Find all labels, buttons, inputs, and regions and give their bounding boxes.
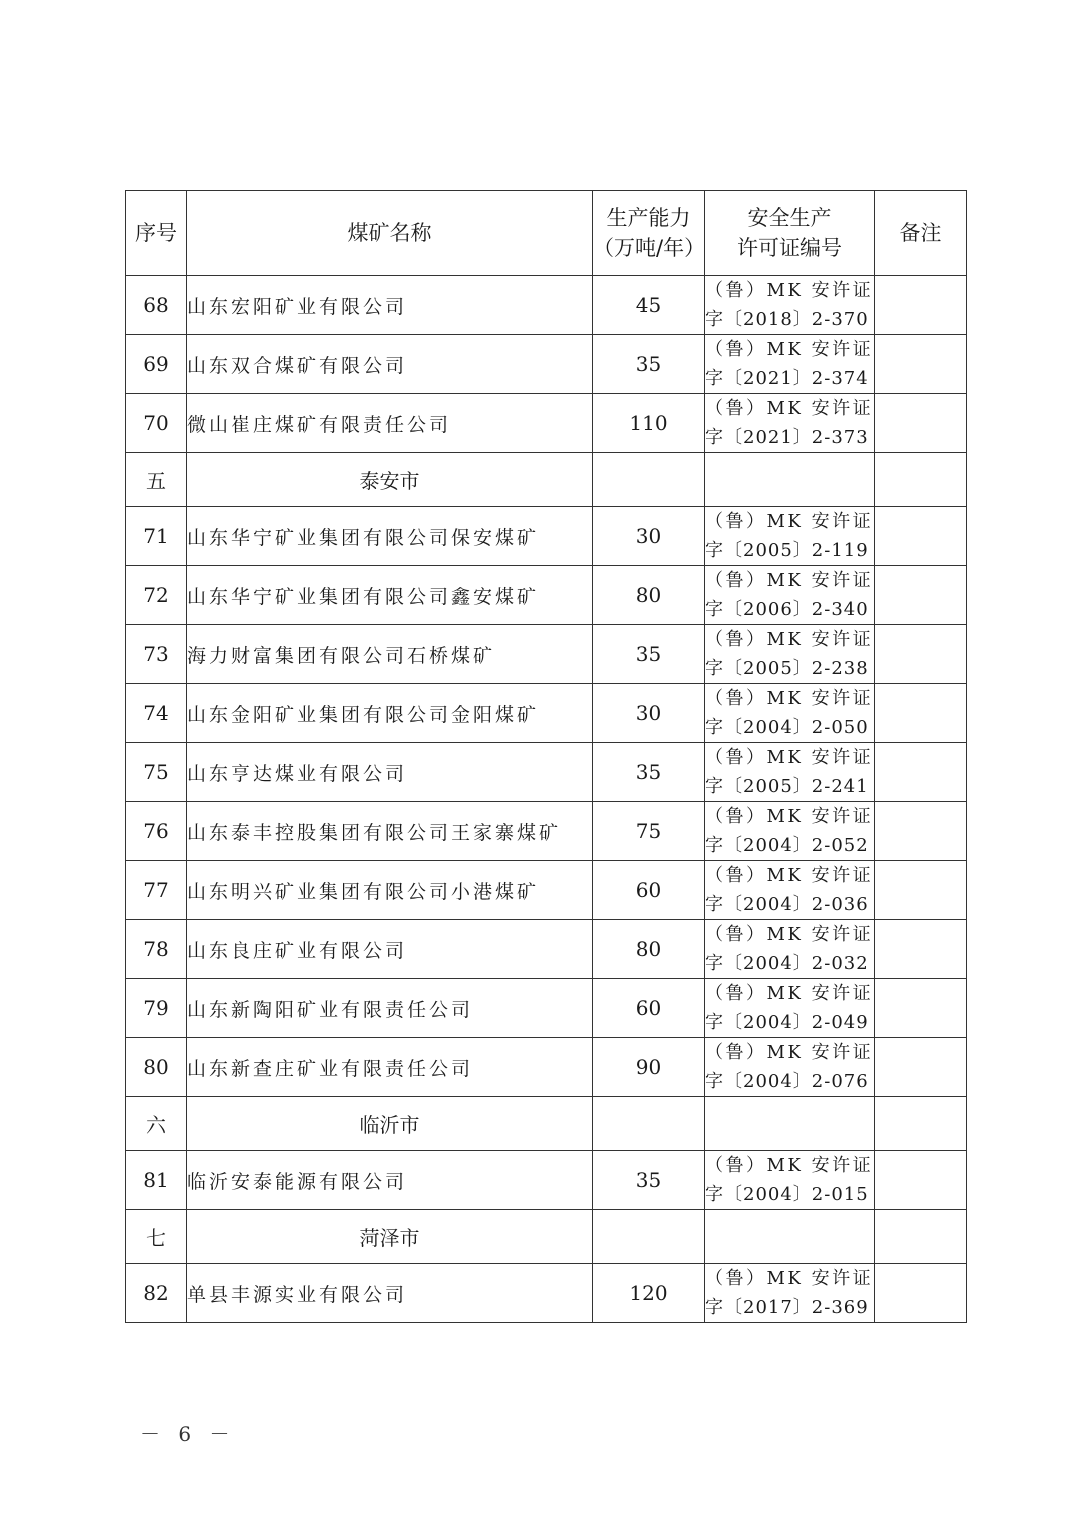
empty-cell bbox=[593, 1097, 705, 1151]
license-line1: （鲁）MK 安许证 bbox=[705, 924, 874, 945]
row-seq: 75 bbox=[126, 743, 187, 802]
mine-name: 山东新查庄矿业有限责任公司 bbox=[187, 1038, 593, 1097]
remark-cell bbox=[875, 507, 967, 566]
license-number bbox=[705, 979, 875, 1038]
license-line1: （鲁）MK 安许证 bbox=[705, 339, 874, 360]
mine-name: 山东新陶阳矿业有限责任公司 bbox=[187, 979, 593, 1038]
license-line1: （鲁）MK 安许证 bbox=[705, 570, 874, 591]
page-number: － 6 － bbox=[140, 1422, 236, 1446]
mine-name: 临沂安泰能源有限公司 bbox=[187, 1151, 593, 1210]
capacity-value: 35 bbox=[593, 1151, 705, 1210]
license-line1: （鲁）MK 安许证 bbox=[705, 688, 874, 709]
region-seq: 五 bbox=[126, 453, 187, 507]
table-row bbox=[126, 276, 967, 335]
table-row bbox=[126, 743, 967, 802]
capacity-value: 60 bbox=[593, 979, 705, 1038]
capacity-value: 75 bbox=[593, 802, 705, 861]
remark-cell bbox=[875, 394, 967, 453]
license-line2: 字〔2004〕2-036 bbox=[705, 894, 869, 915]
capacity-value: 35 bbox=[593, 743, 705, 802]
license-number bbox=[705, 566, 875, 625]
row-seq: 82 bbox=[126, 1264, 187, 1323]
remark-cell bbox=[875, 743, 967, 802]
remark-cell bbox=[875, 684, 967, 743]
row-seq: 81 bbox=[126, 1151, 187, 1210]
license-line1: （鲁）MK 安许证 bbox=[705, 398, 874, 419]
mine-name: 微山崔庄煤矿有限责任公司 bbox=[187, 394, 593, 453]
empty-cell bbox=[705, 1097, 875, 1151]
license-line2: 字〔2005〕2-241 bbox=[705, 776, 869, 797]
license-line2: 字〔2018〕2-370 bbox=[705, 309, 869, 330]
license-number bbox=[705, 394, 875, 453]
license-number bbox=[705, 276, 875, 335]
capacity-value: 30 bbox=[593, 507, 705, 566]
remark-cell bbox=[875, 335, 967, 394]
license-line2: 字〔2004〕2-032 bbox=[705, 953, 869, 974]
license-line1: （鲁）MK 安许证 bbox=[705, 1268, 874, 1289]
capacity-value: 80 bbox=[593, 566, 705, 625]
region-name: 菏泽市 bbox=[187, 1210, 593, 1264]
header-license bbox=[705, 191, 875, 276]
table-row bbox=[126, 507, 967, 566]
table-row bbox=[126, 861, 967, 920]
capacity-value: 35 bbox=[593, 335, 705, 394]
capacity-value: 80 bbox=[593, 920, 705, 979]
license-number bbox=[705, 743, 875, 802]
region-seq: 六 bbox=[126, 1097, 187, 1151]
table-row bbox=[126, 684, 967, 743]
capacity-value: 35 bbox=[593, 625, 705, 684]
license-line2: 字〔2004〕2-052 bbox=[705, 835, 869, 856]
row-seq: 77 bbox=[126, 861, 187, 920]
mine-name: 山东金阳矿业集团有限公司金阳煤矿 bbox=[187, 684, 593, 743]
license-number bbox=[705, 1151, 875, 1210]
remark-cell bbox=[875, 979, 967, 1038]
capacity-value: 90 bbox=[593, 1038, 705, 1097]
row-seq: 70 bbox=[126, 394, 187, 453]
mine-name: 山东双合煤矿有限公司 bbox=[187, 335, 593, 394]
table-row bbox=[126, 1264, 967, 1323]
remark-cell bbox=[875, 276, 967, 335]
table-row bbox=[126, 1151, 967, 1210]
capacity-value: 45 bbox=[593, 276, 705, 335]
table-row bbox=[126, 802, 967, 861]
license-line1: （鲁）MK 安许证 bbox=[705, 806, 874, 827]
empty-cell bbox=[593, 453, 705, 507]
header-license-line2: 许可证编号 bbox=[737, 236, 842, 260]
capacity-value: 110 bbox=[593, 394, 705, 453]
capacity-value: 60 bbox=[593, 861, 705, 920]
remark-cell bbox=[875, 1264, 967, 1323]
remark-cell bbox=[875, 920, 967, 979]
region-seq: 七 bbox=[126, 1210, 187, 1264]
empty-cell bbox=[705, 453, 875, 507]
table-body bbox=[126, 276, 967, 1323]
header-license-line1: 安全生产 bbox=[747, 206, 832, 230]
license-line1: （鲁）MK 安许证 bbox=[705, 511, 874, 532]
table-row bbox=[126, 920, 967, 979]
mine-name: 单县丰源实业有限公司 bbox=[187, 1264, 593, 1323]
mine-name: 山东良庄矿业有限公司 bbox=[187, 920, 593, 979]
license-line2: 字〔2006〕2-340 bbox=[705, 599, 869, 620]
mine-name: 海力财富集团有限公司石桥煤矿 bbox=[187, 625, 593, 684]
table-row bbox=[126, 625, 967, 684]
empty-cell bbox=[705, 1210, 875, 1264]
region-group-row bbox=[126, 1210, 967, 1264]
table-row bbox=[126, 1038, 967, 1097]
row-seq: 76 bbox=[126, 802, 187, 861]
license-number bbox=[705, 1038, 875, 1097]
license-line1: （鲁）MK 安许证 bbox=[705, 865, 874, 886]
license-line2: 字〔2004〕2-076 bbox=[705, 1071, 869, 1092]
row-seq: 71 bbox=[126, 507, 187, 566]
header-remark: 备注 bbox=[875, 191, 967, 276]
license-line2: 字〔2021〕2-373 bbox=[705, 427, 869, 448]
table-header-row bbox=[126, 191, 967, 276]
header-seq: 序号 bbox=[126, 191, 187, 276]
mine-name: 山东华宁矿业集团有限公司鑫安煤矿 bbox=[187, 566, 593, 625]
license-line2: 字〔2004〕2-050 bbox=[705, 717, 869, 738]
region-name: 泰安市 bbox=[187, 453, 593, 507]
table-row bbox=[126, 566, 967, 625]
row-seq: 78 bbox=[126, 920, 187, 979]
license-number bbox=[705, 507, 875, 566]
row-seq: 80 bbox=[126, 1038, 187, 1097]
table-row bbox=[126, 335, 967, 394]
remark-cell bbox=[875, 625, 967, 684]
header-capacity-line1: 生产能力 bbox=[606, 206, 691, 230]
header-name: 煤矿名称 bbox=[187, 191, 593, 276]
region-group-row bbox=[126, 453, 967, 507]
license-line1: （鲁）MK 安许证 bbox=[705, 747, 874, 768]
license-line1: （鲁）MK 安许证 bbox=[705, 280, 874, 301]
coal-mine-table bbox=[125, 190, 967, 1323]
mine-name: 山东亨达煤业有限公司 bbox=[187, 743, 593, 802]
row-seq: 68 bbox=[126, 276, 187, 335]
table-row bbox=[126, 394, 967, 453]
license-number bbox=[705, 861, 875, 920]
empty-cell bbox=[875, 453, 967, 507]
remark-cell bbox=[875, 802, 967, 861]
license-line2: 字〔2017〕2-369 bbox=[705, 1297, 869, 1318]
mine-name: 山东泰丰控股集团有限公司王家寨煤矿 bbox=[187, 802, 593, 861]
license-line2: 字〔2021〕2-374 bbox=[705, 368, 869, 389]
empty-cell bbox=[875, 1210, 967, 1264]
license-line2: 字〔2004〕2-015 bbox=[705, 1184, 869, 1205]
remark-cell bbox=[875, 1151, 967, 1210]
row-seq: 69 bbox=[126, 335, 187, 394]
row-seq: 79 bbox=[126, 979, 187, 1038]
license-number bbox=[705, 1264, 875, 1323]
remark-cell bbox=[875, 1038, 967, 1097]
license-number bbox=[705, 920, 875, 979]
table-row bbox=[126, 979, 967, 1038]
remark-cell bbox=[875, 566, 967, 625]
region-group-row bbox=[126, 1097, 967, 1151]
region-name: 临沂市 bbox=[187, 1097, 593, 1151]
header-capacity-line2: （万吨/年） bbox=[593, 236, 706, 260]
license-line1: （鲁）MK 安许证 bbox=[705, 1042, 874, 1063]
header-capacity bbox=[593, 191, 705, 276]
row-seq: 72 bbox=[126, 566, 187, 625]
license-line1: （鲁）MK 安许证 bbox=[705, 1155, 874, 1176]
mine-name: 山东华宁矿业集团有限公司保安煤矿 bbox=[187, 507, 593, 566]
license-line1: （鲁）MK 安许证 bbox=[705, 629, 874, 650]
license-number bbox=[705, 335, 875, 394]
license-number bbox=[705, 802, 875, 861]
row-seq: 73 bbox=[126, 625, 187, 684]
empty-cell bbox=[875, 1097, 967, 1151]
license-line2: 字〔2004〕2-049 bbox=[705, 1012, 869, 1033]
license-line2: 字〔2005〕2-119 bbox=[705, 540, 869, 561]
capacity-value: 120 bbox=[593, 1264, 705, 1323]
mine-name: 山东宏阳矿业有限公司 bbox=[187, 276, 593, 335]
capacity-value: 30 bbox=[593, 684, 705, 743]
license-number bbox=[705, 684, 875, 743]
empty-cell bbox=[593, 1210, 705, 1264]
mine-name: 山东明兴矿业集团有限公司小港煤矿 bbox=[187, 861, 593, 920]
row-seq: 74 bbox=[126, 684, 187, 743]
license-number bbox=[705, 625, 875, 684]
license-line1: （鲁）MK 安许证 bbox=[705, 983, 874, 1004]
license-line2: 字〔2005〕2-238 bbox=[705, 658, 869, 679]
remark-cell bbox=[875, 861, 967, 920]
